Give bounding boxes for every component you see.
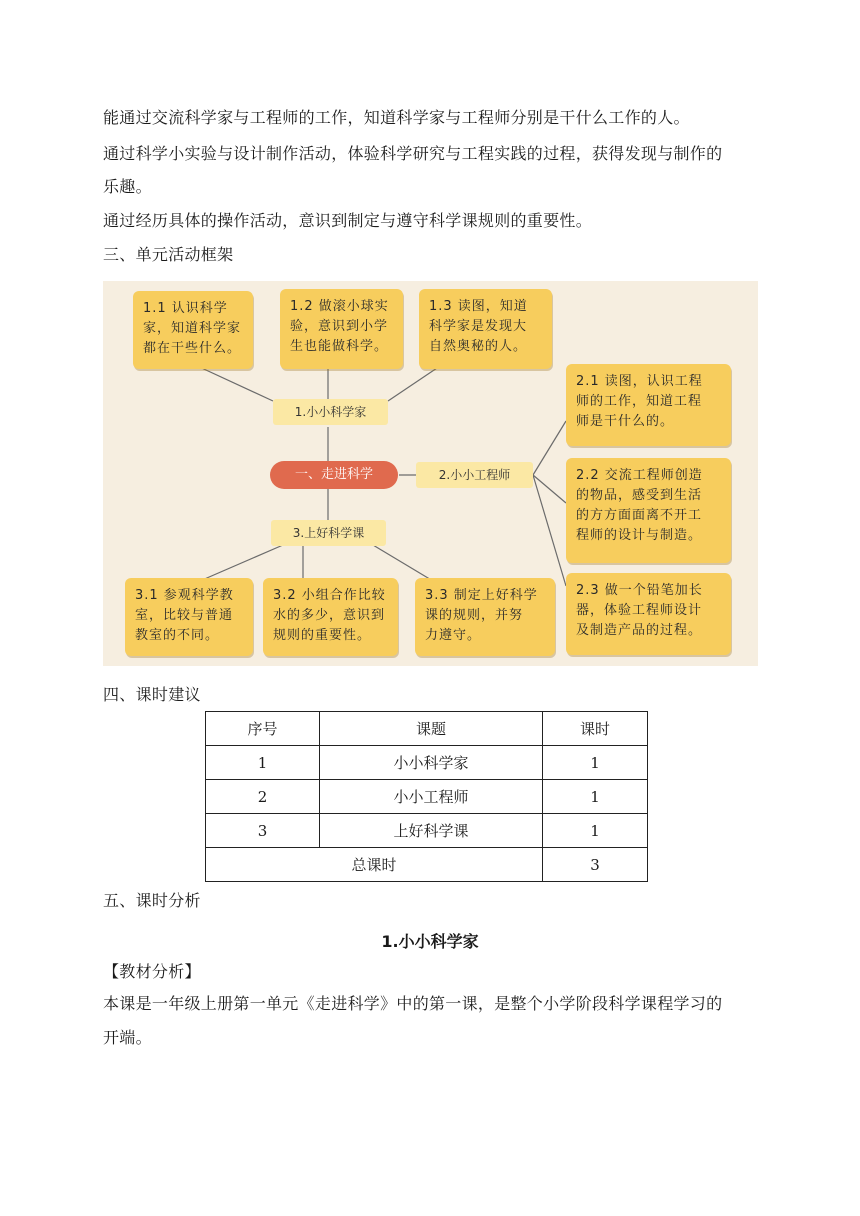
goal-line-3: 乐趣。	[103, 177, 152, 196]
table-cell: 2	[206, 780, 320, 814]
section3-heading: 三、单元活动框架	[103, 245, 234, 264]
lesson-title: 1.小小科学家	[381, 932, 479, 951]
goal-line-1: 能通过交流科学家与工程师的工作，知道科学家与工程师分别是干什么工作的人。	[103, 108, 690, 127]
section4-heading: 四、课时建议	[103, 685, 201, 704]
material-heading: 【教材分析】	[103, 962, 201, 981]
total-value: 3	[543, 848, 648, 882]
card-2-1: 2.1 读图，认识工程 师的工作，知道工程 师是干什么的。	[566, 364, 731, 446]
card-3-1: 3.1 参观科学教 室，比较与普通 教室的不同。	[125, 578, 253, 656]
table-row	[206, 780, 648, 814]
goal-line-2: 通过科学小实验与设计制作活动，体验科学研究与工程实践的过程，获得发现与制作的	[103, 144, 723, 163]
table-cell: 1	[206, 746, 320, 780]
header-hours: 课时	[543, 712, 648, 746]
card-1-3: 1.3 读图，知道 科学家是发现大 自然奥秘的人。	[419, 289, 552, 369]
card-2-2: 2.2 交流工程师创造 的物品，感受到生活 的方方面面离不开工 程师的设计与制造。	[566, 458, 731, 563]
table-header-row	[206, 712, 648, 746]
total-label: 总课时	[206, 848, 543, 882]
material-text-line-2: 开端。	[103, 1028, 152, 1047]
branch-1: 1.小小科学家	[273, 399, 388, 425]
table-row	[206, 814, 648, 848]
branch-3: 3.上好科学课	[271, 520, 386, 546]
card-3-3: 3.3 制定上好科学 课的规则，并努 力遵守。	[415, 578, 555, 656]
table-cell: 3	[206, 814, 320, 848]
table-cell: 小小科学家	[320, 746, 543, 780]
table-cell: 1	[543, 814, 648, 848]
card-1-2: 1.2 做滚小球实 验，意识到小学 生也能做科学。	[280, 289, 403, 369]
branch-2: 2.小小工程师	[416, 462, 533, 488]
table-cell: 1	[543, 746, 648, 780]
table-cell: 小小工程师	[320, 780, 543, 814]
table-total-row	[206, 848, 648, 882]
goal-line-4: 通过经历具体的操作活动，意识到制定与遵守科学课规则的重要性。	[103, 211, 593, 230]
table-row	[206, 746, 648, 780]
activity-framework-diagram	[103, 281, 758, 666]
table-cell: 上好科学课	[320, 814, 543, 848]
material-text-line-1: 本课是一年级上册第一单元《走进科学》中的第一课，是整个小学阶段科学课程学习的	[103, 994, 723, 1013]
center-node: 一、走进科学	[270, 461, 398, 489]
card-1-1: 1.1 认识科学 家，知道科学家 都在干些什么。	[133, 291, 253, 369]
card-3-2: 3.2 小组合作比较 水的多少，意识到 规则的重要性。	[263, 578, 398, 656]
lesson-schedule-table	[205, 711, 648, 882]
table-cell: 1	[543, 780, 648, 814]
section5-heading: 五、课时分析	[103, 891, 201, 910]
card-2-3: 2.3 做一个铅笔加长 器，体验工程师设计 及制造产品的过程。	[566, 573, 731, 655]
header-topic: 课题	[320, 712, 543, 746]
header-number: 序号	[206, 712, 320, 746]
